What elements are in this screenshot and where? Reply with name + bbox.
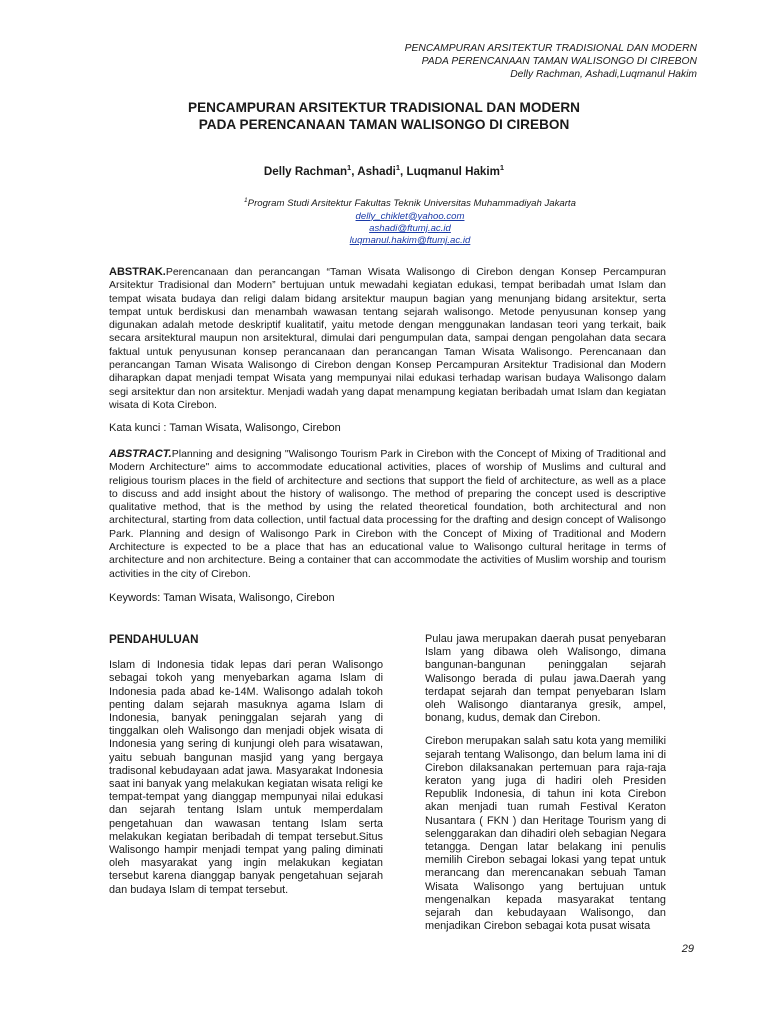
body-paragraph: Pulau jawa merupakan daerah pusat penyebaran Islam yang dibawa oleh Walisongo, dimana bangunan-bangunan peninggalan sejarah Walisongo berada di pulau jawa.Daerah yang terdapat sejarah dan tempat penyebaran Islam oleh Walisongo diantaranya gresik, ampel, bonang, kudus, demak dan Cirebon. [425, 633, 666, 725]
author-list: Delly Rachman$^1$, Ashadi$^1$, Luqmanul Hakim$^1$ [263, 163, 505, 178]
author-3-affil-mark: 1 [499, 163, 505, 172]
abstrak-label: ABSTRAK. [109, 266, 166, 278]
page-number: 29 [681, 943, 694, 955]
abstrak-paragraph [109, 266, 666, 412]
left-column [109, 633, 383, 907]
running-head-line1: PENCAMPURAN ARSITEKTUR TRADISIONAL DAN MODERN [404, 43, 697, 54]
affiliation-mark: 1 [244, 197, 248, 204]
author-2: Ashadi [357, 164, 396, 178]
author-2-affil-mark: 1 [395, 163, 401, 172]
body-paragraph: Islam di Indonesia tidak lepas dari peran Walisongo sebagai tokoh yang menyebarkan agama Islam di Indonesia pada abad ke-14M. Walisongo adalah tokoh penting dalam sejarah masuknya agama Islam di Indonesia, banyak peninggalan sejarah yang di tinggalkan oleh Walisongo dan menjadi objek wisata di Indonesia yang sering di kunjungi oleh para wisatawan, yaitu sebuah bangunan masjid yang yang bergaya tradisonal kebudayaan adat jawa. Masyarakat Indonesia saat ini banyak yang melakukan kegiatan wisata religi ke tempat-tempat yang dianggap mempunyai nilai edukasi dan sejarah tentang Islam untuk memperdalam pengetahuan dan wawasan tentang Islam serta melakukan kegiatan beribadah di tempat tersebut.Situs Walisongo hampir menjadi tempat yang paling diminati oleh masyarakat yang ingin melakukan kegiatan tersebut karena dianggap banyak pengetahuan sejarah dan budaya Islam di tempat tersebut. [109, 659, 383, 896]
abstract-text: Planning and designing "Walisongo Tourism Park in Cirebon with the Concept of Mixing of Traditional and Modern Architecture" aims to accommodate educational activities, places of worship of Muslims and cultural and religious tourism places in the field of architecture and sections that support the field of architecture, as well as a place to discuss and add insight about the history of walisongo. The method of preparing the concept used is descriptive qualitative method, that is the method by using the related theoretical foundation, both architectural and non architectural, starting from data collection, until factual data processing for the drafting and design concept of Walisongo Park. Planning and design of Walisongo Park in Cirebon with the Concept of Mixing of Traditional and Modern Architecture is expected to be a place that has an educational value to Walisongo cultural heritage in terms of architecture and non architecture. Being a container that can accommodate the activities of Muslim worship and tourism activities in the city of Cirebon. [109, 448, 666, 580]
affiliation [200, 195, 620, 248]
running-head-authors: Delly Rachman, Ashadi,Luqmanul Hakim [510, 69, 697, 80]
running-head [197, 42, 697, 81]
paper-title [100, 99, 668, 133]
abstract-label: ABSTRACT. [109, 448, 172, 460]
keywords: Keywords: Taman Wisata, Walisongo, Cirebon [109, 592, 335, 604]
abstract-paragraph [109, 448, 666, 581]
title-line2: PADA PERENCANAAN TAMAN WALISONGO DI CIREBON [198, 117, 570, 132]
email-link-1[interactable]: delly_chiklet@yahoo.com [355, 210, 465, 222]
section-heading-pendahuluan: PENDAHULUAN [109, 633, 199, 646]
kata-kunci: Kata kunci : Taman Wisata, Walisongo, Cirebon [109, 422, 341, 434]
affiliation-text [200, 195, 620, 211]
running-head-line2: PADA PERENCANAAN TAMAN WALISONGO DI CIREBON [421, 56, 697, 67]
right-column [425, 633, 666, 943]
email-link-3[interactable]: luqmanul.hakim@ftumj.ac.id [349, 235, 471, 247]
author-1: Delly Rachman [263, 164, 348, 178]
author-3: Luqmanul Hakim [406, 164, 500, 178]
body-paragraph: Cirebon merupakan salah satu kota yang memiliki sejarah tentang Walisongo, dan belum lama ini di Cirebon dilaksanakan pertemuan para raja-raja keraton yang juga di hadiri oleh Presiden Republik Indonesia, di tahun ini kota Cirebon akan menjadi tuan rumah Festival Keraton Nusantara ( FKN ) dan Heritage Tourism yang di selenggarakan dan dihadiri oleh sebagian Negara tetangga. Dengan latar belakang ini penulis memilih Cirebon sebagai lokasi yang tepat untuk merancang dan merencanakan sebuah Taman Wisata Walisongo yang bertujuan untuk mengenalkan kepada masyarakat tentang sejarah dan kebudayaan Walisongo, dan menjadikan Cirebon sebagai kota pusat wisata [425, 735, 666, 933]
affiliation-institution: Program Studi Arsitektur Fakultas Teknik Universitas Muhammadiyah Jakarta [247, 198, 576, 210]
email-link-2[interactable]: ashadi@ftumj.ac.id [369, 223, 451, 234]
abstrak-text: Perencanaan dan perancangan “Taman Wisata Walisongo di Cirebon dengan Konsep Percampuran Arsitektur Tradisional dan Modern” bertujuan untuk mewadahi kegiatan edukasi, tempat beribadah umat Islam dan tempat wisata budaya dan religi dalam bidang arsitektur maupun bagian yang menunjang bidang arsitektur, serta tempat untuk berdiskusi dan menambah wawasan tentang sejarah walisongo. Metode penyusunan konsep yang digunakan adalah metode deskriptif kualitatif, yaitu metode dengan menggunakan landasan teori yang terkait, baik secara arsitektural maupun non arsitektural, dimulai dari pengumpulan data, sampai dengan pengolahan data secara faktual untuk penyusunan konsep perancanaan dan perancangan Taman Wisata Walisongo. Perencanaan dan perancangan Taman Wisata Walisongo di Cirebon dengan Konsep Percampuran Arsitektur Tradisional dan Modern diharapkan dapat menjadi tempat Wisata yang mempunyai nilai edukasi terhadap warisan budaya Walisongo dalam segi arsitektur dan non arsitektur. Menjadi wadah yang dapat menampung kegiatan beribadah umat Islam dan kegiatan wisata di Kota Cirebon. [109, 266, 666, 411]
author-1-affil-mark: 1 [347, 163, 352, 172]
title-line1: PENCAMPURAN ARSITEKTUR TRADISIONAL DAN MODERN [188, 100, 580, 115]
